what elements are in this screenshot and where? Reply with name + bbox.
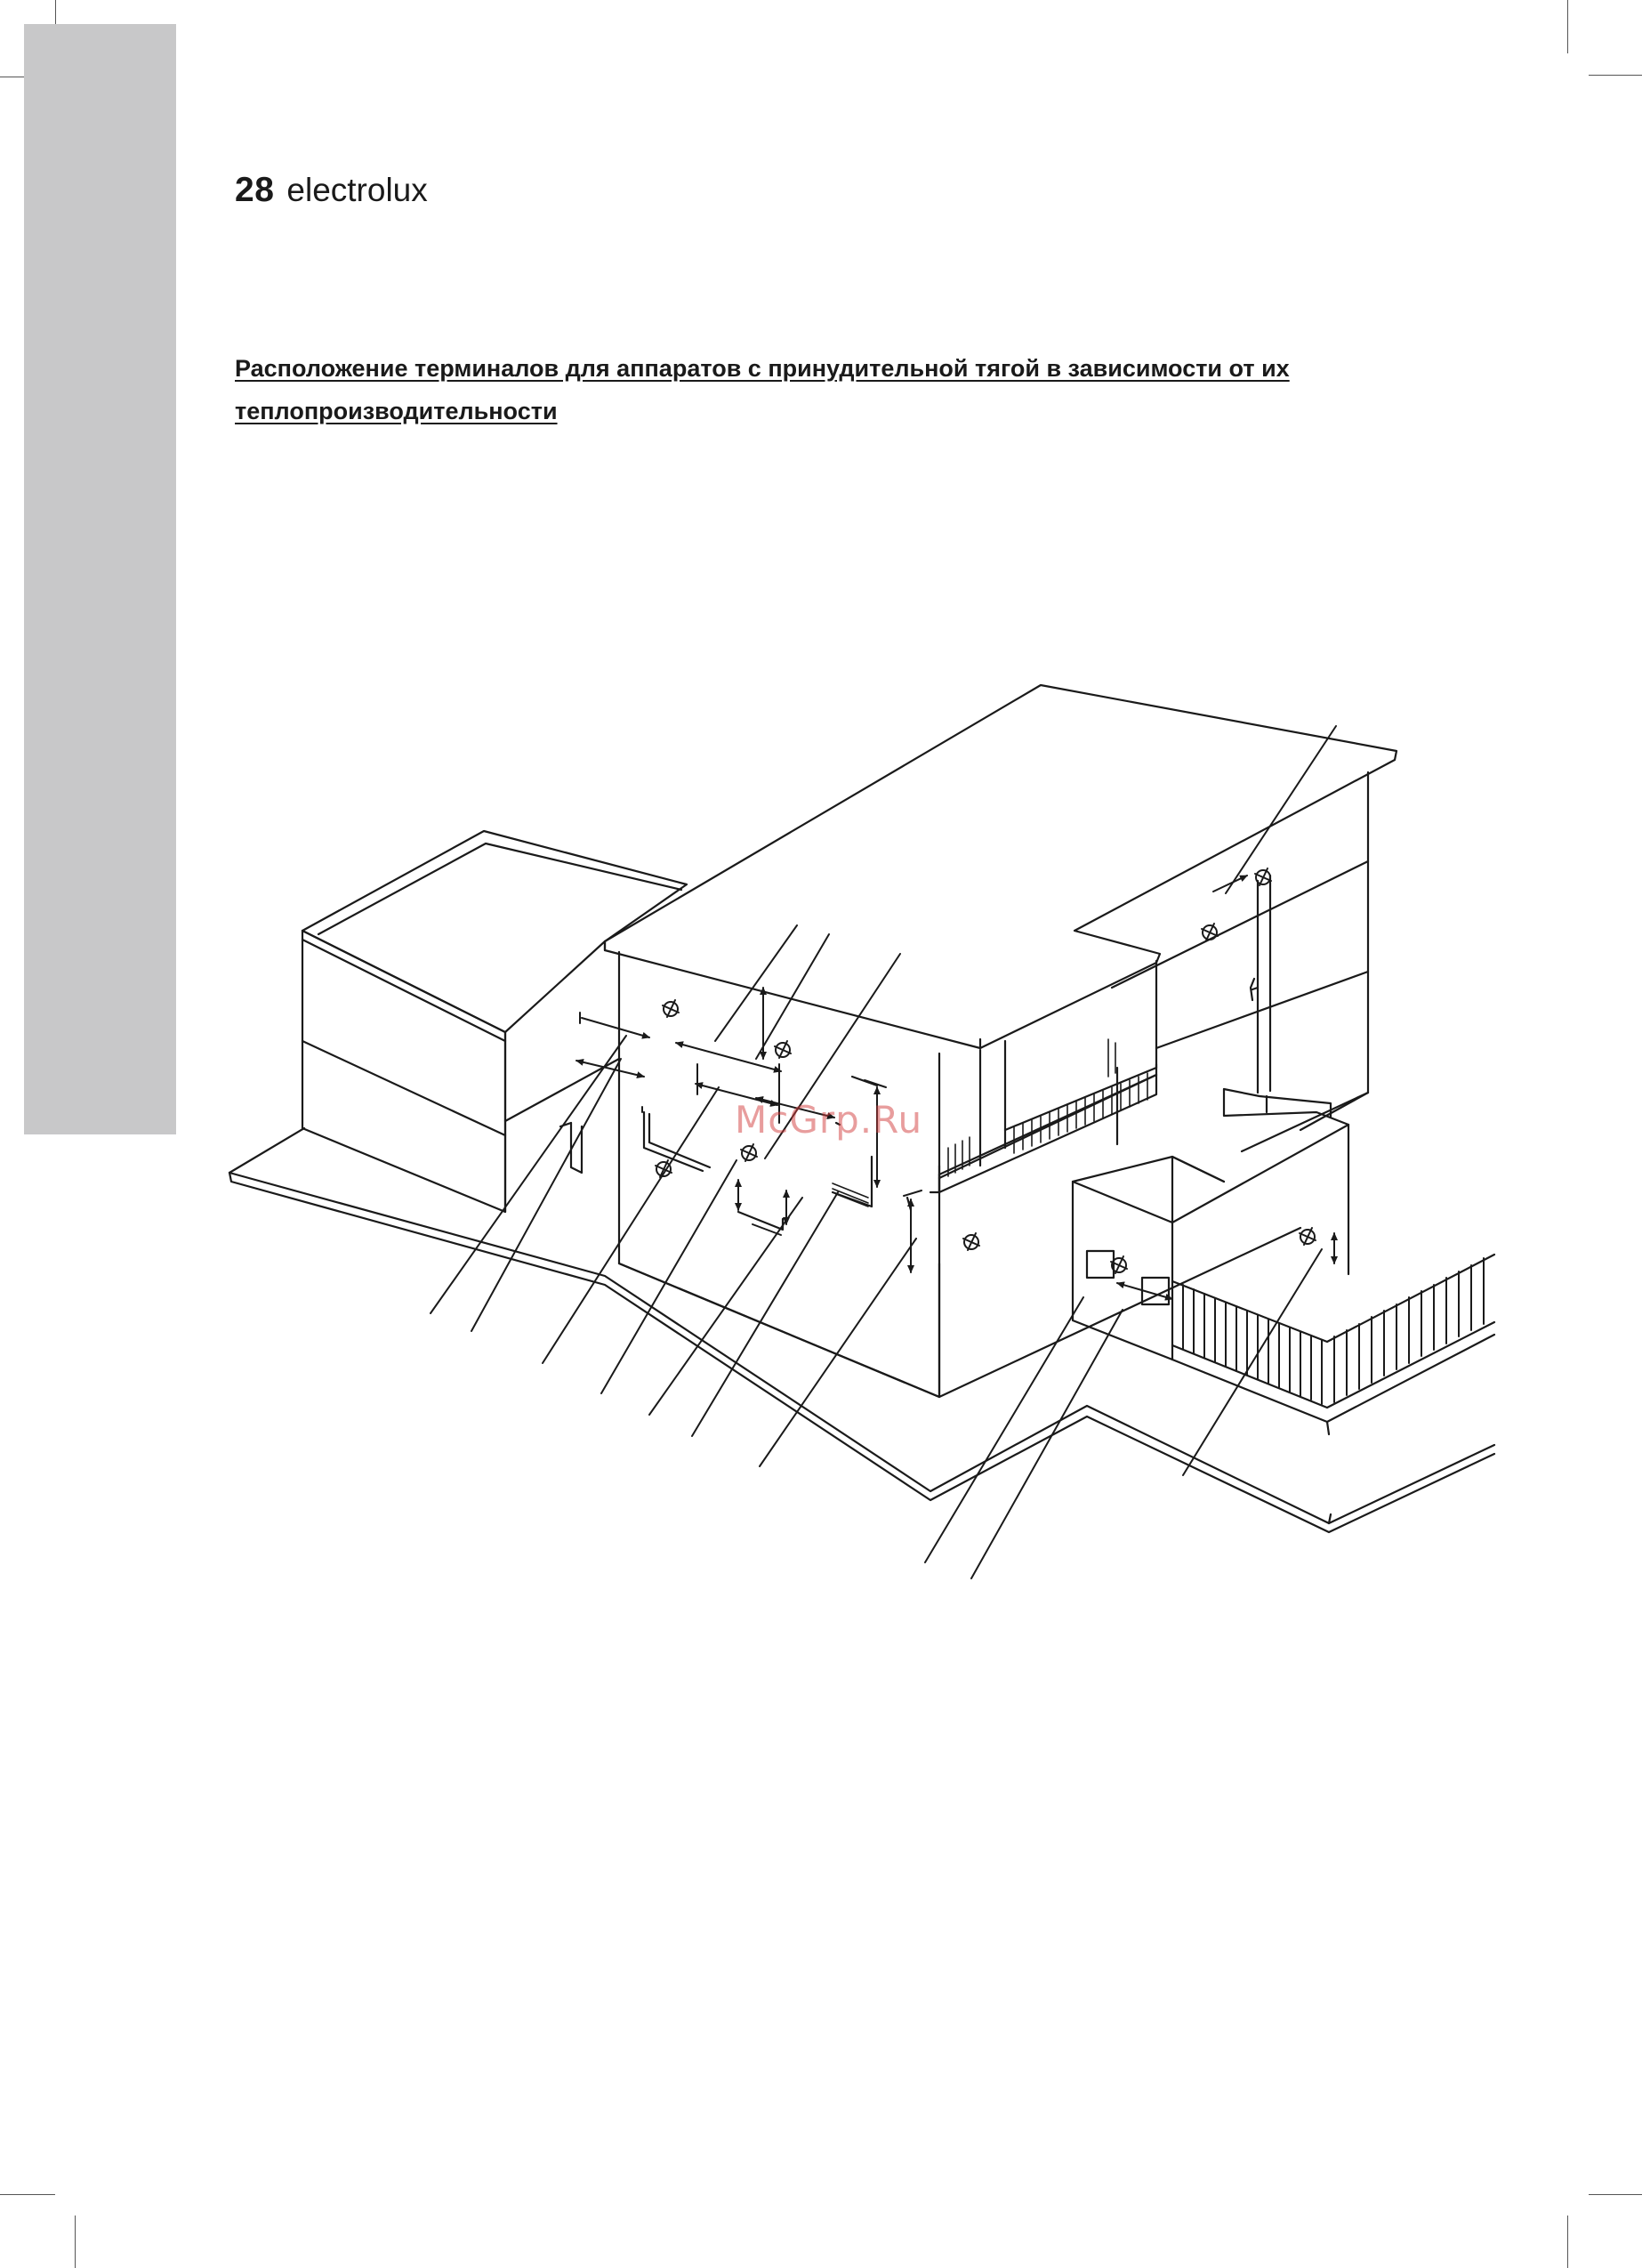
terminal-symbols	[656, 868, 1316, 1273]
ground-slab	[229, 1128, 1494, 1532]
watermark: McGrp.Ru	[735, 1098, 923, 1142]
page-number: 28	[235, 171, 275, 209]
brand-name: electrolux	[286, 172, 428, 208]
main-building	[605, 685, 1397, 1397]
dimension-arrows	[576, 876, 1334, 1299]
leader-lines	[431, 726, 1336, 1578]
section-title-line-1: Расположение терминалов для аппаратов с принудительной тягой в зависимости от их	[235, 355, 1290, 382]
fence	[1172, 1255, 1494, 1434]
left-building	[302, 831, 687, 1212]
section-title-line-2: теплопроизводительности	[235, 398, 558, 424]
annex	[1073, 1089, 1348, 1360]
